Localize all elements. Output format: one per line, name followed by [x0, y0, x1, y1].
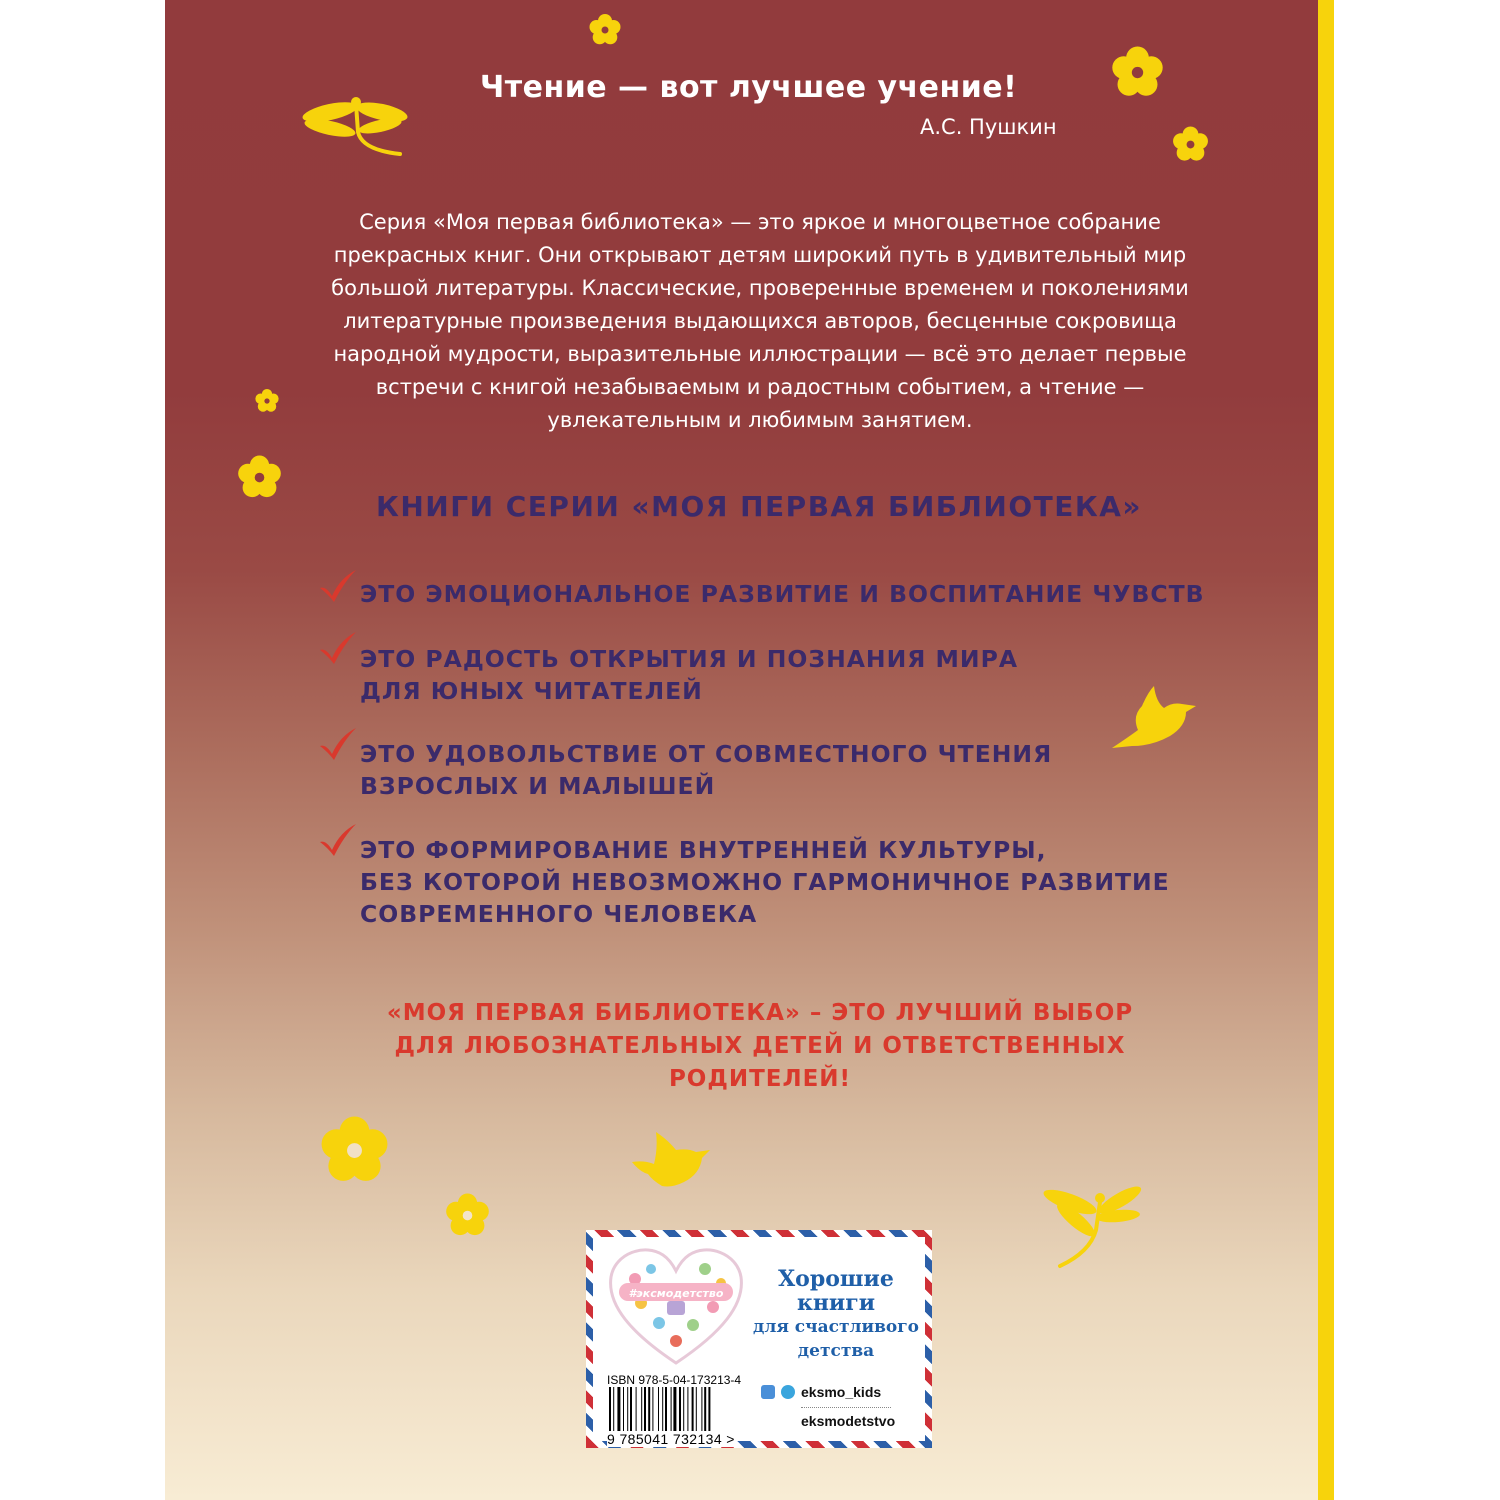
barcode-bar: [617, 1387, 620, 1437]
feature-line: ЭТО ЭМОЦИОНАЛЬНОЕ РАЗВИТИЕ И ВОСПИТАНИЕ ЧУВСТВ: [360, 580, 1205, 608]
feature-line: ВЗРОСЛЫХ И МАЛЫШЕЙ: [360, 772, 716, 800]
barcode-bar: [648, 1387, 650, 1437]
barcode-bar: [652, 1387, 653, 1437]
dragonfly-icon: [1040, 1180, 1150, 1270]
feature-line: ЭТО РАДОСТЬ ОТКРЫТИЯ И ПОЗНАНИЯ МИРА: [360, 645, 1019, 673]
description-line: большой литературы. Классические, проверенные временем и поколениями: [331, 276, 1189, 300]
site-row: [761, 1410, 921, 1432]
barcode-bar: [665, 1387, 667, 1437]
divider: [801, 1407, 891, 1408]
dragonfly-icon: [300, 92, 420, 160]
barcode-bar: [696, 1387, 697, 1437]
sticker-slogan: [751, 1267, 921, 1363]
barcode-bar: [671, 1387, 672, 1437]
checkmark-icon: [318, 726, 358, 762]
barcode-bar: [623, 1387, 624, 1437]
barcode-bar: [630, 1387, 632, 1437]
description-line: Серия «Моя первая библиотека» — это яркое и многоцветное собрание: [359, 210, 1161, 234]
description-line: прекрасных книг. Они открывают детям широкий путь в удивительный мир: [333, 243, 1187, 267]
epigraph-author: А.С. Пушкин: [920, 115, 1057, 139]
barcode-bar: [687, 1387, 688, 1437]
closing-line: ДЛЯ ЛЮБОЗНАТЕЛЬНЫХ ДЕТЕЙ И ОТВЕТСТВЕННЫХ: [394, 1033, 1126, 1059]
checkmark-icon: [318, 568, 358, 604]
barcode-bar: [636, 1387, 637, 1437]
barcode-bar: [673, 1387, 676, 1437]
site-handle: eksmodetstvo: [801, 1413, 896, 1429]
description-line: встречи с книгой незабываемым и радостным событием, а чтение —: [375, 375, 1145, 399]
series-heading: КНИГИ СЕРИИ «МОЯ ПЕРВАЯ БИБЛИОТЕКА»: [375, 490, 1143, 523]
hashtag-label: #эксмодетство: [628, 1287, 724, 1300]
feature-line: СОВРЕМЕННОГО ЧЕЛОВЕКА: [360, 900, 758, 928]
series-description: [290, 206, 1230, 437]
slogan-line: Хорошие: [778, 1266, 894, 1292]
barcode-bar: [609, 1387, 611, 1437]
barcode-bar: [627, 1387, 628, 1437]
slogan-line: для счастливого: [753, 1317, 919, 1337]
social-block: [761, 1381, 921, 1432]
barcode-bar: [679, 1387, 681, 1437]
bird-icon: [632, 1130, 712, 1190]
barcode-bar: [658, 1387, 659, 1437]
social-handle: eksmo_kids: [801, 1384, 882, 1400]
barcode-bar: [708, 1387, 710, 1437]
slogan-line: детства: [797, 1341, 875, 1361]
barcode-bar: [704, 1387, 706, 1437]
barcode-bar: [662, 1387, 663, 1437]
feature-line: ЭТО ФОРМИРОВАНИЕ ВНУТРЕННЕЙ КУЛЬТУРЫ,: [360, 836, 1047, 864]
feature-item: [360, 578, 1205, 610]
barcode-bar: [692, 1387, 694, 1437]
flower-icon: [440, 1188, 495, 1243]
flower-icon: [1168, 122, 1213, 167]
barcode-bar: [644, 1387, 646, 1437]
barcode-bar: [683, 1387, 684, 1437]
social-row: [761, 1381, 921, 1403]
description-line: увлекательным и любимым занятием.: [547, 408, 973, 432]
barcode-number: 9 785041 732134 >: [607, 1431, 735, 1447]
bird-icon: [1112, 686, 1198, 754]
barcode-bar: [701, 1387, 702, 1437]
barcode: [607, 1387, 753, 1437]
flower-icon: [312, 1108, 397, 1193]
feature-item: [360, 643, 1018, 707]
vk-icon: [761, 1385, 775, 1399]
feature-line: ЭТО УДОВОЛЬСТВИЕ ОТ СОВМЕСТНОГО ЧТЕНИЯ: [360, 740, 1053, 768]
barcode-bar: [641, 1387, 642, 1437]
heart-logo: [601, 1241, 751, 1371]
closing-statement: [330, 997, 1190, 1096]
flower-icon: [1105, 40, 1170, 105]
description-line: народной мудрости, выразительные иллюстрации — всё это делает первые: [333, 342, 1187, 366]
airmail-sticker: [586, 1230, 932, 1448]
flower-icon: [252, 386, 282, 416]
barcode-bar: [613, 1387, 614, 1437]
closing-line: РОДИТЕЛЕЙ!: [668, 1066, 852, 1092]
closing-line: «МОЯ ПЕРВАЯ БИБЛИОТЕКА» – ЭТО ЛУЧШИЙ ВЫБОР: [386, 1000, 1134, 1026]
epigraph-quote: Чтение — вот лучшее учение!: [480, 70, 1018, 105]
slogan-line: книги: [796, 1290, 876, 1316]
telegram-icon: [781, 1385, 795, 1399]
feature-line: БЕЗ КОТОРОЙ НЕВОЗМОЖНО ГАРМОНИЧНОЕ РАЗВИТИЕ: [360, 868, 1170, 896]
checkmark-icon: [318, 630, 358, 666]
description-line: литературные произведения выдающихся авторов, бесценные сокровища: [343, 309, 1177, 333]
isbn-label: ISBN 978-5-04-173213-4: [607, 1373, 742, 1387]
flower-icon: [585, 10, 625, 50]
checkmark-icon: [318, 822, 358, 858]
feature-item: [360, 738, 1052, 802]
spine-stripe: [1318, 0, 1334, 1500]
feature-item: [360, 834, 1170, 930]
feature-line: ДЛЯ ЮНЫХ ЧИТАТЕЛЕЙ: [360, 677, 703, 705]
